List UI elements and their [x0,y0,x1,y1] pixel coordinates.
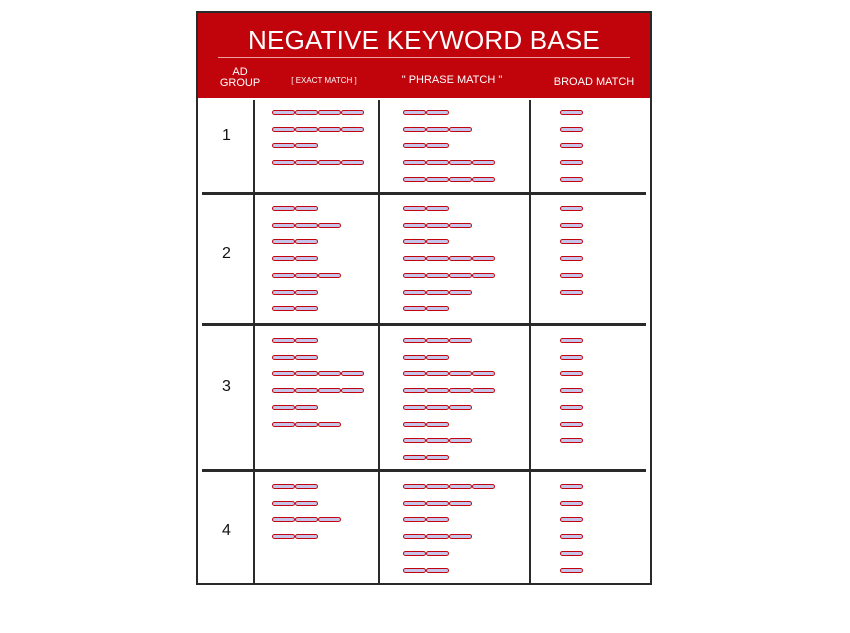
keyword-broad-g1-4 [560,160,583,165]
keyword-segment [272,143,295,148]
keyword-segment [472,388,495,393]
keyword-phrase-g3-5 [403,405,472,410]
keyword-segment [426,290,449,295]
keyword-segment [403,239,426,244]
keyword-segment [295,206,318,211]
keyword-segment [560,127,583,132]
keyword-phrase-g4-1 [403,484,495,489]
keyword-segment [295,273,318,278]
keyword-phrase-g1-4 [403,160,495,165]
keyword-segment [403,338,426,343]
keyword-segment [426,388,449,393]
ad-group-label-2: 2 [222,245,231,262]
keyword-segment [449,534,472,539]
keyword-exact-g1-1 [272,110,364,115]
keyword-segment [403,501,426,506]
column-header-exact-match: [ EXACT MATCH ] [291,76,357,85]
keyword-segment [449,273,472,278]
keyword-segment [449,160,472,165]
keyword-segment [295,143,318,148]
keyword-segment [295,290,318,295]
keyword-segment [560,501,583,506]
keyword-segment [560,422,583,427]
keyword-phrase-g3-2 [403,355,449,360]
keyword-segment [403,405,426,410]
keyword-segment [426,455,449,460]
keyword-segment [449,223,472,228]
keyword-segment [426,551,449,556]
keyword-segment [449,338,472,343]
keyword-segment [426,273,449,278]
keyword-phrase-g1-5 [403,177,495,182]
keyword-segment [560,290,583,295]
keyword-phrase-g3-1 [403,338,472,343]
keyword-segment [403,484,426,489]
keyword-segment [295,534,318,539]
keyword-phrase-g2-4 [403,256,495,261]
keyword-exact-g4-4 [272,534,318,539]
keyword-segment [472,256,495,261]
keyword-board [196,11,652,585]
column-header-phrase-match: " PHRASE MATCH " [401,74,503,86]
keyword-segment [295,355,318,360]
keyword-broad-g2-2 [560,223,583,228]
keyword-segment [272,388,295,393]
keyword-broad-g1-2 [560,127,583,132]
keyword-phrase-g4-2 [403,501,472,506]
keyword-segment [295,422,318,427]
keyword-exact-g3-3 [272,371,364,376]
keyword-segment [295,306,318,311]
keyword-segment [426,206,449,211]
keyword-broad-g3-3 [560,371,583,376]
keyword-broad-g4-4 [560,534,583,539]
keyword-segment [295,501,318,506]
keyword-broad-g1-5 [560,177,583,182]
keyword-segment [403,306,426,311]
keyword-phrase-g2-1 [403,206,449,211]
keyword-segment [449,438,472,443]
keyword-segment [272,517,295,522]
keyword-segment [560,568,583,573]
keyword-segment [403,177,426,182]
keyword-segment [272,422,295,427]
keyword-exact-g3-6 [272,422,341,427]
keyword-broad-g4-2 [560,501,583,506]
keyword-segment [560,256,583,261]
keyword-broad-g2-1 [560,206,583,211]
keyword-broad-g3-7 [560,438,583,443]
keyword-phrase-g3-7 [403,438,472,443]
keyword-segment [426,177,449,182]
keyword-broad-g3-2 [560,355,583,360]
keyword-segment [272,110,295,115]
keyword-broad-g4-3 [560,517,583,522]
keyword-exact-g3-4 [272,388,364,393]
keyword-segment [449,405,472,410]
keyword-segment [403,551,426,556]
ad-group-label-3: 3 [222,378,231,395]
grid-divider-v2 [378,100,380,583]
keyword-exact-g4-3 [272,517,341,522]
keyword-segment [560,388,583,393]
keyword-segment [560,371,583,376]
keyword-phrase-g4-5 [403,551,449,556]
keyword-segment [472,160,495,165]
keyword-segment [426,160,449,165]
keyword-segment [426,239,449,244]
keyword-segment [318,160,341,165]
keyword-segment [560,110,583,115]
keyword-segment [426,405,449,410]
keyword-segment [341,160,364,165]
keyword-broad-g1-3 [560,143,583,148]
keyword-segment [403,256,426,261]
keyword-phrase-g2-6 [403,290,472,295]
keyword-exact-g4-2 [272,501,318,506]
keyword-segment [318,388,341,393]
keyword-segment [318,273,341,278]
keyword-segment [560,273,583,278]
keyword-segment [295,405,318,410]
keyword-segment [426,568,449,573]
keyword-segment [272,290,295,295]
keyword-segment [272,371,295,376]
keyword-segment [426,371,449,376]
grid-divider-v1 [253,100,255,583]
keyword-segment [560,143,583,148]
keyword-segment [426,501,449,506]
keyword-exact-g2-2 [272,223,341,228]
keyword-broad-g3-4 [560,388,583,393]
keyword-segment [449,290,472,295]
keyword-exact-g1-2 [272,127,364,132]
keyword-segment [560,239,583,244]
keyword-segment [560,534,583,539]
keyword-segment [272,206,295,211]
keyword-segment [426,484,449,489]
keyword-broad-g2-5 [560,273,583,278]
keyword-segment [318,127,341,132]
keyword-segment [318,422,341,427]
keyword-segment [318,371,341,376]
keyword-segment [426,223,449,228]
keyword-segment [403,455,426,460]
grid-divider-h3 [202,469,646,472]
keyword-broad-g3-1 [560,338,583,343]
keyword-phrase-g2-5 [403,273,495,278]
keyword-phrase-g1-2 [403,127,472,132]
keyword-phrase-g1-3 [403,143,449,148]
grid-divider-h1 [202,192,646,195]
keyword-phrase-g3-8 [403,455,449,460]
column-header-broad-match: BROAD MATCH [553,76,635,88]
keyword-segment [318,223,341,228]
keyword-segment [272,534,295,539]
keyword-segment [426,422,449,427]
keyword-broad-g3-6 [560,422,583,427]
keyword-segment [403,438,426,443]
keyword-exact-g2-3 [272,239,318,244]
keyword-segment [295,239,318,244]
keyword-segment [272,405,295,410]
keyword-phrase-g3-6 [403,422,449,427]
keyword-phrase-g2-3 [403,239,449,244]
keyword-segment [295,371,318,376]
ad-group-label-1: 1 [222,127,231,144]
keyword-phrase-g3-4 [403,388,495,393]
keyword-segment [426,438,449,443]
ad-group-label-4: 4 [222,522,231,539]
keyword-segment [403,388,426,393]
keyword-segment [272,273,295,278]
keyword-phrase-g4-4 [403,534,472,539]
keyword-exact-g2-5 [272,273,341,278]
keyword-segment [272,239,295,244]
keyword-segment [403,127,426,132]
keyword-broad-g3-5 [560,405,583,410]
keyword-exact-g1-4 [272,160,364,165]
keyword-segment [449,127,472,132]
keyword-segment [560,438,583,443]
keyword-segment [295,517,318,522]
title-underline [218,57,630,58]
keyword-segment [426,143,449,148]
keyword-segment [272,127,295,132]
keyword-segment [318,517,341,522]
keyword-segment [449,256,472,261]
keyword-segment [560,160,583,165]
keyword-exact-g2-1 [272,206,318,211]
keyword-segment [426,110,449,115]
keyword-segment [403,143,426,148]
keyword-segment [472,484,495,489]
keyword-segment [295,388,318,393]
keyword-segment [295,127,318,132]
keyword-segment [560,484,583,489]
keyword-broad-g1-1 [560,110,583,115]
keyword-segment [272,306,295,311]
keyword-segment [403,290,426,295]
keyword-segment [403,206,426,211]
keyword-segment [426,517,449,522]
keyword-segment [560,405,583,410]
keyword-segment [426,355,449,360]
keyword-exact-g2-6 [272,290,318,295]
keyword-segment [318,110,341,115]
keyword-segment [560,206,583,211]
keyword-segment [472,273,495,278]
keyword-segment [449,371,472,376]
keyword-segment [341,388,364,393]
keyword-exact-g2-4 [272,256,318,261]
keyword-segment [560,223,583,228]
grid-divider-h2 [202,323,646,326]
keyword-broad-g4-1 [560,484,583,489]
keyword-segment [560,551,583,556]
keyword-segment [403,110,426,115]
keyword-segment [560,338,583,343]
keyword-exact-g4-1 [272,484,318,489]
keyword-segment [341,127,364,132]
board-title: NEGATIVE KEYWORD BASE [248,25,600,55]
keyword-segment [272,355,295,360]
keyword-segment [272,338,295,343]
keyword-phrase-g1-1 [403,110,449,115]
keyword-broad-g2-3 [560,239,583,244]
keyword-exact-g3-5 [272,405,318,410]
keyword-segment [295,223,318,228]
keyword-segment [426,256,449,261]
keyword-segment [272,160,295,165]
keyword-segment [426,306,449,311]
keyword-segment [403,568,426,573]
keyword-segment [403,422,426,427]
header-bar [198,13,650,98]
keyword-segment [272,484,295,489]
keyword-segment [295,110,318,115]
keyword-segment [403,223,426,228]
keyword-broad-g2-6 [560,290,583,295]
keyword-broad-g2-4 [560,256,583,261]
keyword-segment [449,484,472,489]
keyword-segment [272,223,295,228]
keyword-segment [560,177,583,182]
keyword-segment [472,371,495,376]
keyword-segment [403,371,426,376]
keyword-segment [295,484,318,489]
keyword-segment [449,177,472,182]
keyword-segment [403,517,426,522]
keyword-phrase-g2-7 [403,306,449,311]
keyword-segment [295,256,318,261]
keyword-phrase-g2-2 [403,223,472,228]
grid-divider-v3 [529,100,531,583]
keyword-segment [426,534,449,539]
keyword-segment [449,501,472,506]
keyword-segment [295,338,318,343]
keyword-segment [403,355,426,360]
keyword-exact-g3-1 [272,338,318,343]
keyword-phrase-g3-3 [403,371,495,376]
keyword-segment [426,127,449,132]
keyword-segment [341,371,364,376]
keyword-broad-g4-6 [560,568,583,573]
keyword-segment [341,110,364,115]
keyword-segment [560,517,583,522]
keyword-segment [403,160,426,165]
keyword-exact-g1-3 [272,143,318,148]
keyword-broad-g4-5 [560,551,583,556]
keyword-exact-g3-2 [272,355,318,360]
keyword-segment [295,160,318,165]
keyword-segment [449,388,472,393]
keyword-segment [403,273,426,278]
keyword-exact-g2-7 [272,306,318,311]
column-header-ad-group: AD GROUP [219,66,261,89]
keyword-phrase-g4-6 [403,568,449,573]
keyword-segment [472,177,495,182]
keyword-segment [426,338,449,343]
keyword-segment [560,355,583,360]
keyword-segment [403,534,426,539]
keyword-segment [272,256,295,261]
keyword-phrase-g4-3 [403,517,449,522]
keyword-segment [272,501,295,506]
